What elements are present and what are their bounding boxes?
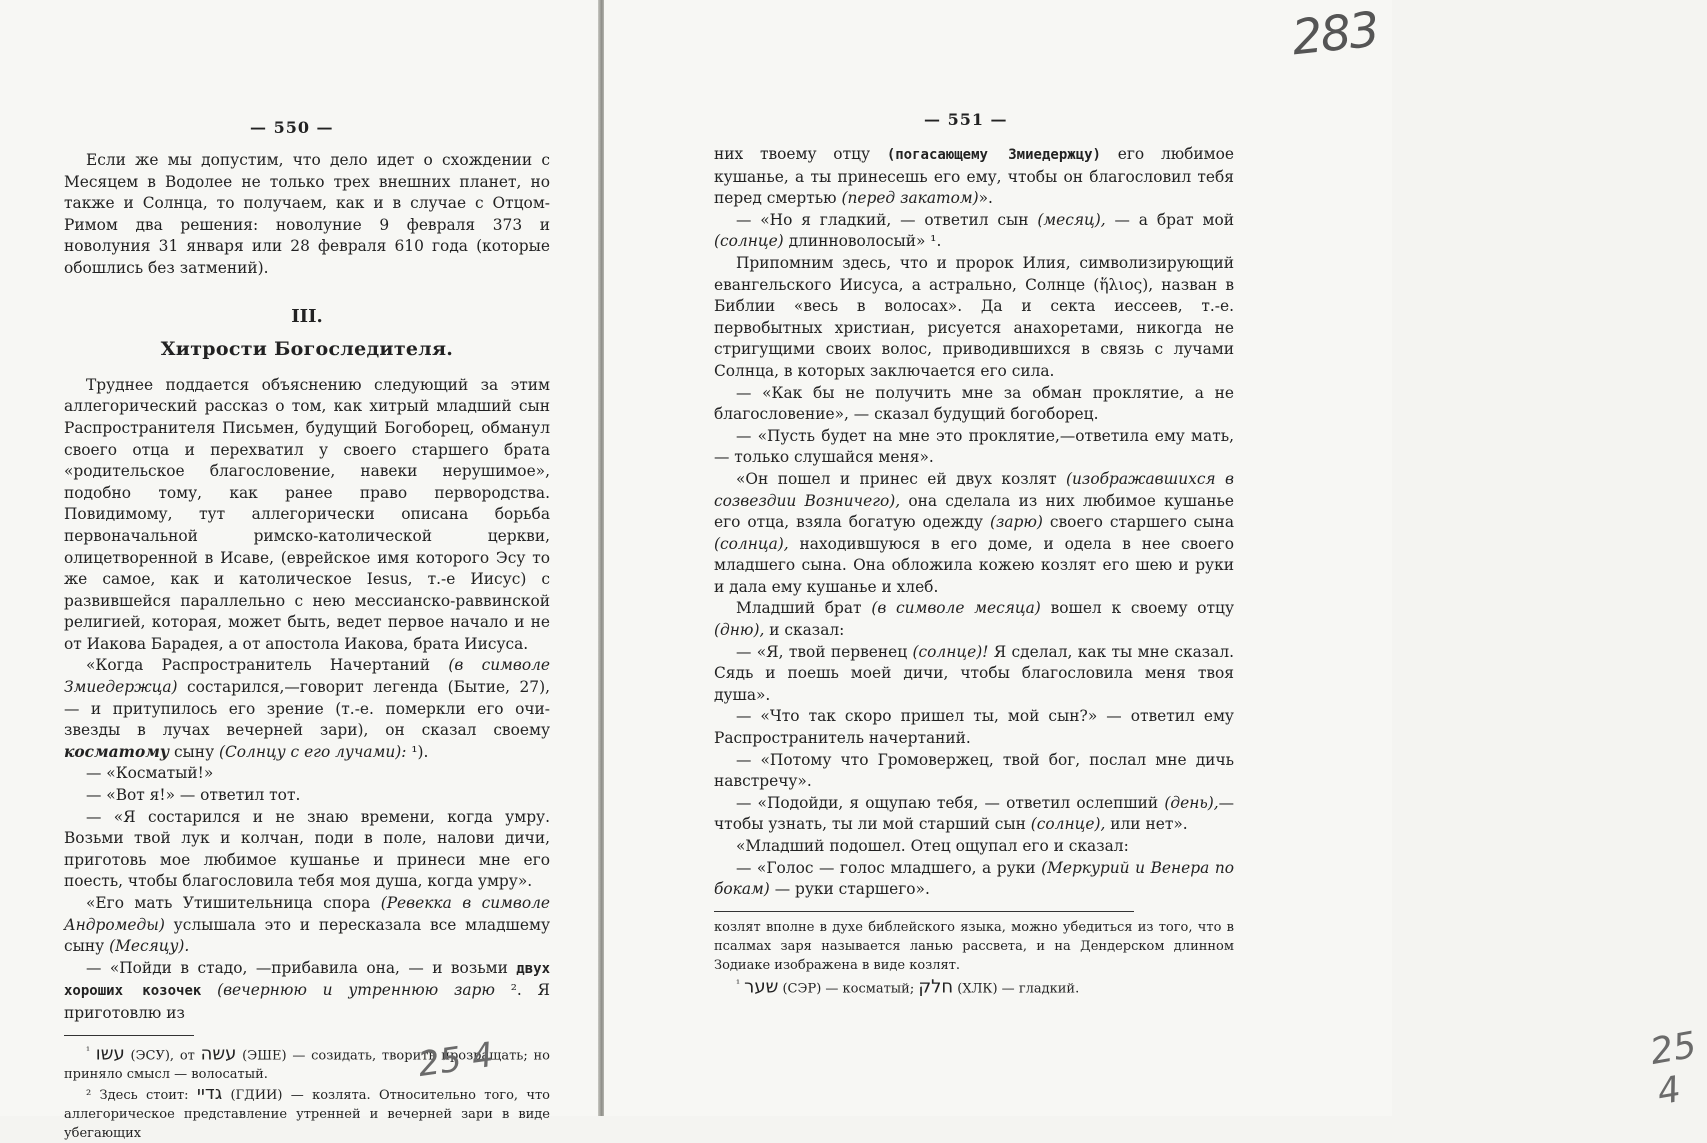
dialog-line: — «Я состарился и не знаю времени, когда умру. Возьми твой лук и колчан, поди в поле, налови дичи, приготовь мое любимое кушанье и принеси мне его поесть, чтобы благословила тебя моя душа, когда умру». <box>64 807 550 891</box>
dialog-line: — «Что так скоро пришел ты, мой сын?» — ответил ему Распространитель начертаний. <box>714 707 1234 748</box>
left-page <box>0 0 600 1141</box>
dialog-line: — «Косматый!» <box>86 764 214 783</box>
page-number: — 551 — <box>924 110 1008 129</box>
footnote: $^{^1}$ שער (СЭР) — косматый; חלק (ХЛК) — гладкий. <box>736 976 1080 998</box>
dialog-line: — «Я, твой первенец (солнце)! Я сделал, как ты мне сказал. Сядь и поешь моей дичи, чтобы благословила меня твоя душа». <box>714 642 1234 704</box>
text-column <box>64 150 550 1143</box>
handwritten-page-number: 283 <box>1289 1 1381 67</box>
paragraph: Припомним здесь, что и пророк Илия, символизирующий евангельского Иисуса, а астрально, Солнце (ἥλιος), назван в Библии «весь в волосах». Да и секта иессеев, т.-е. первобытных христиан, рисуется анахоретами, никогда не стригущими своих волос, приводившихся в связь с лучами Солнца, в которых заключается его сила. <box>714 253 1234 380</box>
paragraph: «Когда Распространитель Начертаний (в символе Змиедержца) состарился,—говорит легенда (Бытие, 27), — и притупилось его зрение (т.-е. померкли его очи-звезды в лучах вечерней зари), он сказал своему косматому сыну (Солнцу с его лучами): ¹). <box>64 656 550 761</box>
page-number: — 550 — <box>250 118 334 137</box>
dialog-line: — «Пойди в стадо, —прибавила она, — и возьми двух хороших козочек (вечернюю и утреннюю зарю ². Я приготовлю из <box>64 958 550 1022</box>
paragraph: Если же мы допустим, что дело идет о схождении с Месяцем в Водолее не только трех внешних планет, но также и Солнца, то получаем, как и в случае с Отцом-Римом два решения: новолуние 9 февраля 373 и новолуния 31 января или 28 февраля 610 года (которые обошлись без затмений). <box>64 151 550 277</box>
dialog-line: — «Но я гладкий, — ответил сын (месяц), — а брат мой (солнце) длинноволосый» ¹. <box>714 210 1234 251</box>
paragraph: Труднее поддается объяснению следующий за этим аллегорический рассказ о том, как хитрый младший сын Распространителя Письмен, будущий Богоборец, обманул своего отца и перехватил у своего старшего брата «родительское благословение, навеки нерушимое», подобно тому, как ранее право первородства. Повидимому, тут аллегорически описана борьба первоначальной римско-католической церкви, олицетворенной в Исаве, (еврейское имя которого Эсу то же самое, как и католическое Iesus, т.-е Иисус) с развившейся параллельно с нею мессианско-раввинской религией, которая, может быть, ведет первое начало и не от Иакова Барадея, а от апостола Иакова, брата Иисуса. <box>64 375 550 653</box>
section-number: III. <box>291 305 323 327</box>
footnote: ² Здесь стоит: גדיי (ГДИИ) — козлята. Относительно того, что аллегорическое представление утренней и вечерней зари в виде убегающих <box>64 1082 550 1141</box>
pencil-mark: 25 4 <box>415 1034 497 1086</box>
dialog-line: — «Как бы не получить мне за обман проклятие, а не благословение», — сказал будущий богоборец. <box>714 383 1234 424</box>
dialog-line: — «Потому что Громовержец, твой бог, послал мне дичь навстречу». <box>714 750 1234 791</box>
paragraph: них твоему отцу (погасающему Змиедержцу) его любимое кушанье, а ты принесешь его ему, чтобы он благословил тебя перед смертью (перед закатом)». <box>714 145 1234 208</box>
right-page <box>604 0 1700 1116</box>
dialog-line: — «Пусть будет на мне это проклятие,—ответила ему мать,— только слушайся меня». <box>714 426 1234 467</box>
pencil-mark: 25 4 <box>1647 1024 1700 1114</box>
dialog-line: — «Подойди, я ощупаю тебя, — ответил ослепший (день),— чтобы узнать, ты ли мой старший сын (солнце), или нет». <box>714 793 1234 834</box>
paragraph: «Его мать Утишительница спора (Ревекка в символе Андромеды) услышала это и пересказала все младшему сыну (Месяцу). <box>64 894 550 956</box>
dialog-line: — «Голос — голос младшего, а руки (Меркурий и Венера по бокам) — руки старшего». <box>714 858 1234 899</box>
footnote-rule <box>64 1035 194 1036</box>
footnote: $^{^1}$ עשו (ЭСУ), от עשה (ЭШЕ) — созидать, творить прозращать; но приняло смысл — волосатый. <box>64 1042 550 1082</box>
footnote: козлят вполне в духе библейского языка, можно убедиться из того, что в псалмах заря называется ланью рассвета, и на Дендерском длинном Зодиаке изображена в виде козлят. <box>714 919 1234 973</box>
paragraph: «Он пошел и принес ей двух козлят (изображавшихся в созвездии Возничего), она сделала из них любимое кушанье его отца, взяла богатую одежду (зарю) своего старшего сына (солнца), находившуюся в его доме, и одела в нее своего младшего сына. Она обложила кожею козлят его шею и руки и дала ему кушанье и хлеб. <box>714 469 1234 596</box>
paragraph: Младший брат (в символе месяца) вошел к своему отцу (дню), и сказал: <box>714 599 1234 640</box>
text-column <box>714 144 1234 998</box>
footnote-rule <box>714 911 1134 912</box>
section-title: Хитрости Богоследителя. <box>160 338 454 361</box>
paragraph: «Младший подошел. Отец ощупал его и сказал: <box>736 837 1129 855</box>
dialog-line: — «Вот я!» — ответил тот. <box>86 786 301 805</box>
